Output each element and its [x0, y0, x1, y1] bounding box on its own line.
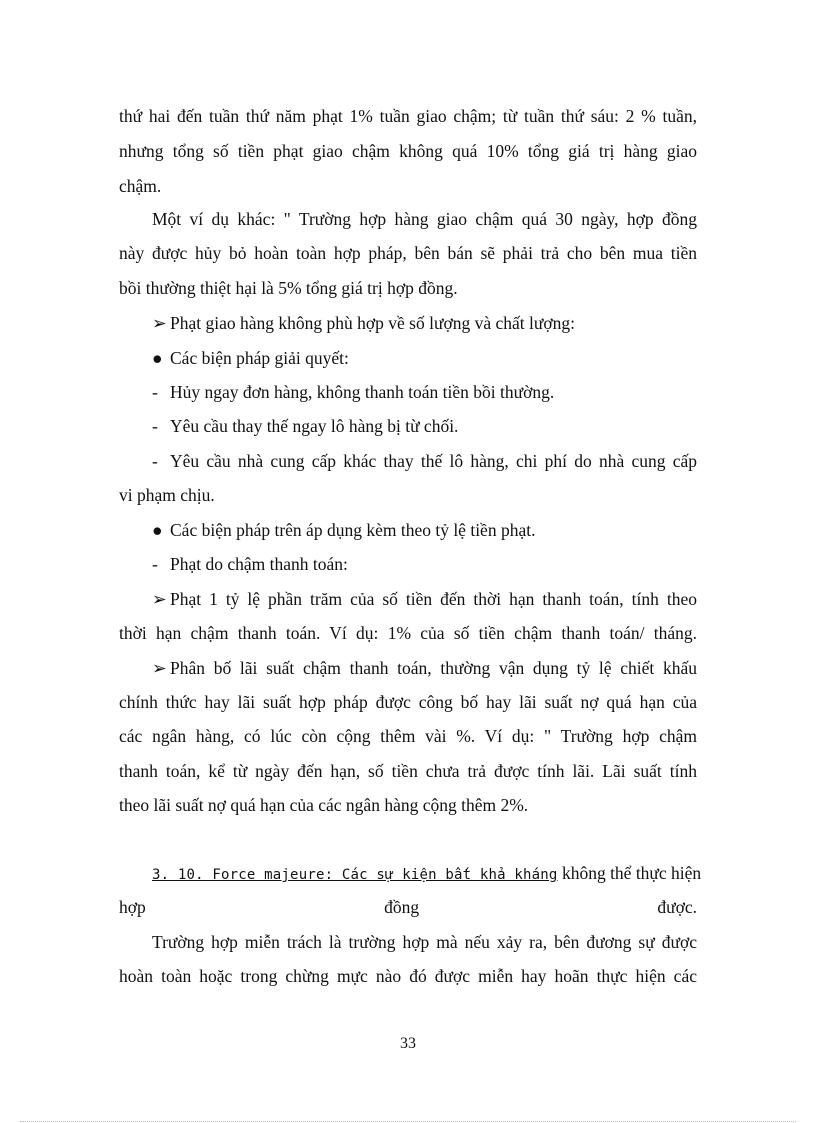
- arrow-item: ➢ Phân bố lãi suất chậm thanh toán, thường vận dụng tỷ lệ chiết khấu: [152, 658, 697, 678]
- dash-item: - Yêu cầu nhà cung cấp khác thay thế lô hàng, chi phí do nhà cung cấp: [152, 451, 697, 471]
- dash-icon: -: [152, 451, 158, 471]
- bullet-item: ● Các biện pháp trên áp dụng kèm theo tỷ lệ tiền phạt.: [152, 520, 536, 540]
- dash-item: - Hủy ngay đơn hàng, không thanh toán tiền bồi thường.: [152, 382, 555, 402]
- text-line: hợp đồng được.: [119, 897, 697, 917]
- arrow-item: ➢ Phạt giao hàng không phù hợp về số lượng và chất lượng:: [152, 313, 575, 333]
- text-line: thời hạn chậm thanh toán. Ví dụ: 1% của số tiền chậm thanh toán/ tháng.: [119, 623, 697, 643]
- dash-item: - Phạt do chậm thanh toán:: [152, 554, 348, 574]
- text-line: theo lãi suất nợ quá hạn của các ngân hàng cộng thêm 2%.: [119, 795, 529, 815]
- text-line: Một ví dụ khác: " Trường hợp hàng giao chậm quá 30 ngày, hợp đồng: [152, 209, 697, 229]
- arrow-icon: ➢: [152, 589, 167, 609]
- text-line: các ngân hàng, có lúc còn cộng thêm vài %. Ví dụ: " Trường hợp chậm: [119, 726, 697, 746]
- arrow-icon: ➢: [152, 313, 167, 333]
- section-heading-title: 3. 10. Force majeure: Các sự kiện bất khả kháng: [152, 867, 558, 883]
- section-heading: [152, 861, 702, 887]
- arrow-icon: ➢: [152, 658, 167, 678]
- text-line: thứ hai đến tuần thứ năm phạt 1% tuần giao chậm; từ tuần thứ sáu: 2 % tuần,: [119, 106, 697, 126]
- text-line: nhưng tổng số tiền phạt giao chậm không quá 10% tổng giá trị hàng giao: [119, 141, 697, 161]
- text-line: Trường hợp miễn trách là trường hợp mà nếu xảy ra, bên đương sự được: [152, 932, 697, 952]
- text-line: vi phạm chịu.: [119, 485, 215, 505]
- text-line: chậm.: [119, 176, 162, 196]
- page-number: 33: [400, 1035, 416, 1052]
- footer-divider: [20, 1121, 796, 1122]
- bullet-icon: ●: [152, 520, 163, 540]
- text-line: chính thức hay lãi suất hợp pháp được công bố hay lãi suất nợ quá hạn của: [119, 692, 697, 712]
- bullet-icon: ●: [152, 348, 163, 368]
- bullet-item: ● Các biện pháp giải quyết:: [152, 348, 349, 368]
- text-line: này được hủy bỏ hoàn toàn hợp pháp, bên bán sẽ phải trả cho bên mua tiền: [119, 243, 697, 263]
- dash-item: - Yêu cầu thay thế ngay lô hàng bị từ chối.: [152, 416, 459, 436]
- text-line: thanh toán, kể từ ngày đến hạn, số tiền chưa trả được tính lãi. Lãi suất tính: [119, 761, 697, 781]
- dash-icon: -: [152, 554, 158, 574]
- text-line: hoàn toàn hoặc trong chừng mực nào đó được miễn hay hoãn thực hiện các: [119, 966, 697, 986]
- dash-icon: -: [152, 416, 158, 436]
- text-line: bồi thường thiệt hại là 5% tổng giá trị hợp đồng.: [119, 278, 458, 298]
- section-heading-rest: không thể thực hiện: [557, 863, 702, 883]
- arrow-item: ➢ Phạt 1 tỷ lệ phần trăm của số tiền đến thời hạn thanh toán, tính theo: [152, 589, 697, 609]
- dash-icon: -: [152, 382, 158, 402]
